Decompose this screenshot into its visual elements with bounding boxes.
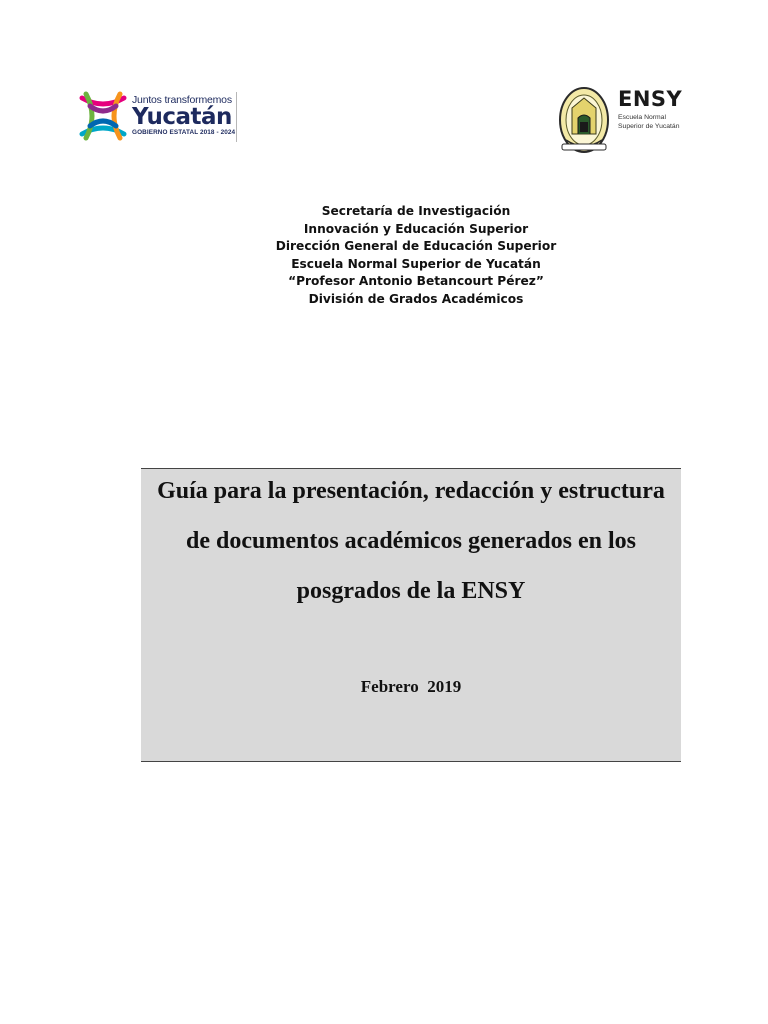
ensy-subtitle-line1: Escuela Normal: [618, 114, 666, 121]
document-title-box: [141, 468, 681, 762]
yucatan-name: Yucatán: [132, 104, 232, 130]
logo-divider: [236, 92, 237, 142]
document-title-line-3: posgrados de la ENSY: [296, 578, 526, 604]
institution-line-1: Secretaría de Investigación: [321, 204, 511, 218]
institution-line-2: Innovación y Educación Superior: [303, 221, 529, 236]
institution-line-4: Escuela Normal Superior de Yucatán: [291, 256, 541, 271]
yucatan-government-logo: [76, 88, 246, 146]
institution-heading: [160, 203, 672, 309]
institution-line-5: “Profesor Antonio Betancourt Pérez”: [288, 274, 544, 289]
institution-line-6: División de Grados Académicos: [308, 291, 524, 306]
document-date: Febrero 2019: [360, 677, 462, 696]
institution-line-3: Dirección General de Educación Superior: [275, 239, 557, 254]
yucatan-government-period: GOBIERNO ESTATAL 2018 - 2024: [132, 129, 236, 136]
document-title-line-1: Guía para la presentación, redacción y estructura: [157, 478, 665, 504]
yucatan-emblem-icon: [76, 88, 130, 144]
ensy-name: ENSY: [618, 87, 683, 111]
yucatan-logo-text: [132, 88, 235, 136]
ensy-subtitle-line2: Superior de Yucatán: [618, 123, 680, 130]
crest-icon: [556, 78, 612, 158]
yucatan-tagline: Juntos transformemos: [132, 94, 232, 106]
ensy-logo: [556, 78, 696, 158]
document-title-line-2: de documentos académicos generados en los: [186, 528, 636, 554]
